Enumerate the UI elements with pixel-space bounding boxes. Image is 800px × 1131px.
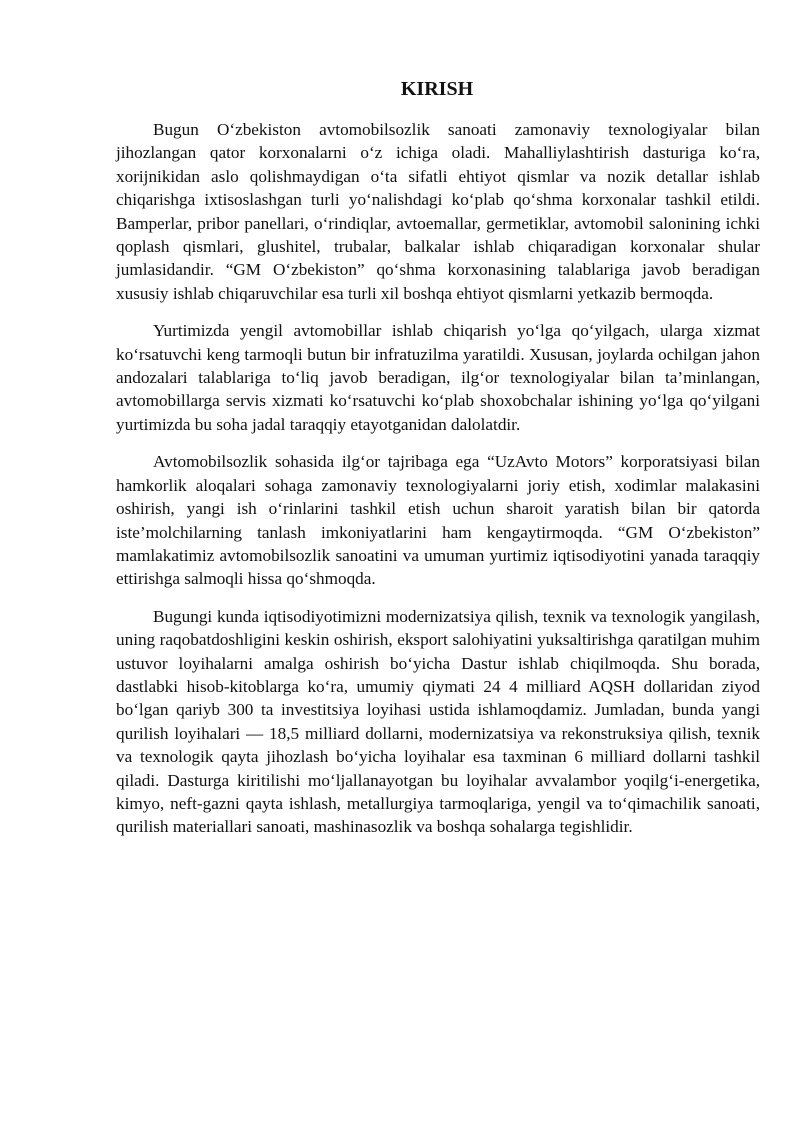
paragraph-3: Avtomobilsozlik sohasida ilg‘or tajribaga ega “UzAvto Motors” korporatsiyasi bilan hamkorlik aloqalari sohaga zamonaviy texnologiyalarni joriy etish, xodimlar malakasini oshirish, yangi ish o‘rinlarini tashkil etish uchun sharoit yaratish bilan bir qatorda iste’molchilarning tanlash imkoniyatlarini ham kengaytirmoqda. “GM O‘zbekiston” mamlakatimiz avtomobilsozlik sanoatini va umuman yurtimiz iqtisodiyotini yanada taraqqiy ettirishga salmoqli hissa qo‘shmoqda. — [116, 452, 760, 589]
paragraph-1: Bugun O‘zbekiston avtomobilsozlik sanoati zamonaviy texnologiyalar bilan jihozlangan qator korxonalarni o‘z ichiga oladi. Mahalliylashtirish dasturiga ko‘ra, xorijnikidan aslo qolishmaydigan o‘ta sifatli ehtiyot qismlar va nozik detallar ishlab chiqarishga ixtisoslashgan turli yo‘nalishdagi ko‘plab qo‘shma korxonalar tashkil etildi. Bamperlar, pribor panellari, o‘rindiqlar, avtoemallar, germetiklar, avtomobil salonining ichki qoplash qismlari, glushitel, trubalar, balkalar ishlab chiqaradigan korxonalar shular jumlasidandir. “GM O‘zbekiston” qo‘shma korxonasining talablariga javob beradigan xususiy ishlab chiqaruvchilar esa turli xil boshqa ehtiyot qismlarni yetkazib bermoqda. — [116, 120, 760, 303]
document-body — [116, 118, 760, 853]
page-title: KIRISH — [400, 78, 474, 100]
paragraph-2: Yurtimizda yengil avtomobillar ishlab chiqarish yo‘lga qo‘yilgach, ularga xizmat ko‘rsatuvchi keng tarmoqli butun bir infratuzilma yaratildi. Xususan, joylarda ochilgan jahon andozalari talablariga to‘liq javob beradigan, ilg‘or texnologiyalar bilan ta’minlangan, avtomobillarga servis xizmati ko‘rsatuvchi ko‘plab shoxobchalar ishining yo‘lga qo‘yilgani yurtimizda bu soha jadal taraqqiy etayotganidan dalolatdir. — [116, 321, 760, 434]
paragraph-4: Bugungi kunda iqtisodiyotimizni modernizatsiya qilish, texnik va texnologik yangilash, uning raqobatdoshligini keskin oshirish, eksport salohiyatini yuksaltirishga qaratilgan muhim ustuvor loyihalarni amalga oshirish bo‘yicha Dastur ishlab chiqilmoqda. Shu borada, dastlabki hisob-kitoblarga ko‘ra, umumiy qiymati 24 4 milliard AQSH dollaridan ziyod bo‘lgan qariyb 300 ta investitsiya loyihasi ustida ishlamoqdamiz. Jumladan, bunda yangi qurilish loyihalari — 18,5 milliard dollarni, modernizatsiya va rekonstruksiya qilish, texnik va texnologik qayta jihozlash bo‘yicha loyihalar esa taxminan 6 milliard dollarni tashkil qiladi. Dasturga kiritilishi mo‘ljallanayotgan bu loyihalar avvalambor yoqilg‘i-energetika, kimyo, neft-gazni qayta ishlash, metallurgiya tarmoqlariga, yengil va to‘qimachilik sanoati, qurilish materiallari sanoati, mashinasozlik va boshqa sohalarga tegishlidir. — [116, 606, 760, 837]
